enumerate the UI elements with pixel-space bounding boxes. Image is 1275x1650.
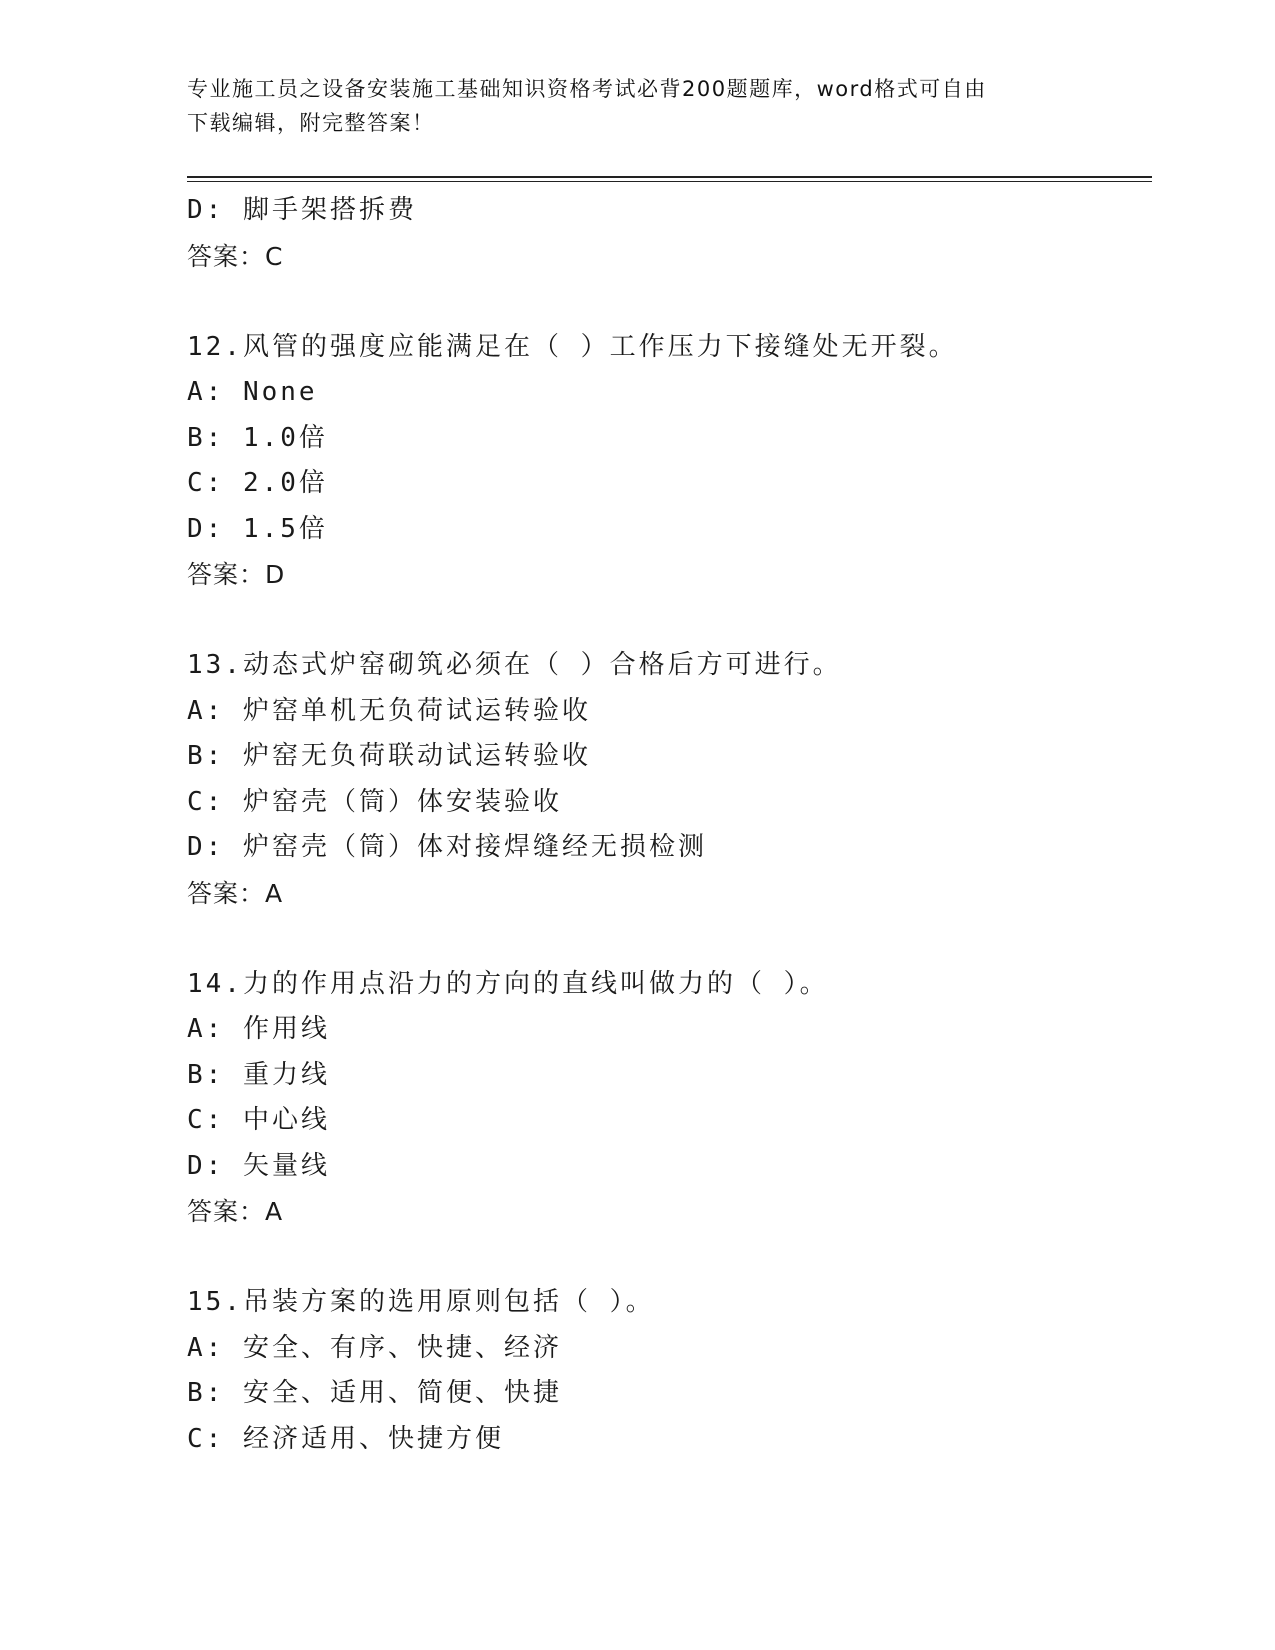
header-line-2: 下载编辑，附完整答案！: [187, 111, 435, 135]
question-stem: 13.动态式炉窑砌筑必须在（ ）合格后方可进行。: [187, 650, 842, 680]
question-12: [187, 325, 1152, 598]
prev-answer: 答案：C: [187, 241, 284, 271]
option-a: A: 炉窑单机无负荷试运转验收: [187, 695, 591, 726]
option-b: B: 安全、适用、简便、快捷: [187, 1378, 562, 1408]
spacer: [187, 916, 1152, 962]
question-stem: 15.吊装方案的选用原则包括（ ）。: [187, 1287, 655, 1317]
option-c: C: 中心线: [187, 1105, 330, 1135]
question-stem: 14.力的作用点沿力的方向的直线叫做力的（ ）。: [187, 968, 829, 999]
question-13: [187, 643, 1152, 916]
option-d: D: 炉窑壳（筒）体对接焊缝经无损检测: [187, 832, 707, 862]
question-15: [187, 1280, 1152, 1462]
option-b: B: 重力线: [187, 1059, 330, 1090]
spacer: [187, 598, 1152, 644]
answer: 答案：A: [187, 878, 284, 908]
spacer: [187, 279, 1152, 325]
option-d: D: 1.5倍: [187, 513, 328, 544]
header-rule-thick: [187, 176, 1152, 178]
question-list: [187, 188, 1152, 1462]
option-a: A: 安全、有序、快捷、经济: [187, 1332, 562, 1363]
answer: 答案：A: [187, 1197, 284, 1226]
answer: 答案：D: [187, 560, 286, 589]
option-c: C: 经济适用、快捷方便: [187, 1423, 504, 1454]
option-c: C: 2.0倍: [187, 468, 328, 498]
option-c: C: 炉窑壳（筒）体安装验收: [187, 786, 562, 817]
option-a: A: 作用线: [187, 1014, 330, 1044]
header-line-1: 专业施工员之设备安装施工基础知识资格考试必背200题题库，word格式可自由: [187, 77, 987, 101]
option-d: D: 矢量线: [187, 1150, 330, 1181]
spacer: [187, 1235, 1152, 1281]
question-stem: 12.风管的强度应能满足在（ ）工作压力下接缝处无开裂。: [187, 331, 958, 362]
document-header: [187, 72, 1067, 140]
question-14: [187, 962, 1152, 1235]
prev-option-d: D: 脚手架搭拆费: [187, 195, 417, 225]
option-a: A: None: [187, 377, 318, 407]
option-b: B: 炉窑无负荷联动试运转验收: [187, 741, 591, 771]
option-b: B: 1.0倍: [187, 422, 328, 453]
header-rule-thin: [187, 181, 1152, 182]
